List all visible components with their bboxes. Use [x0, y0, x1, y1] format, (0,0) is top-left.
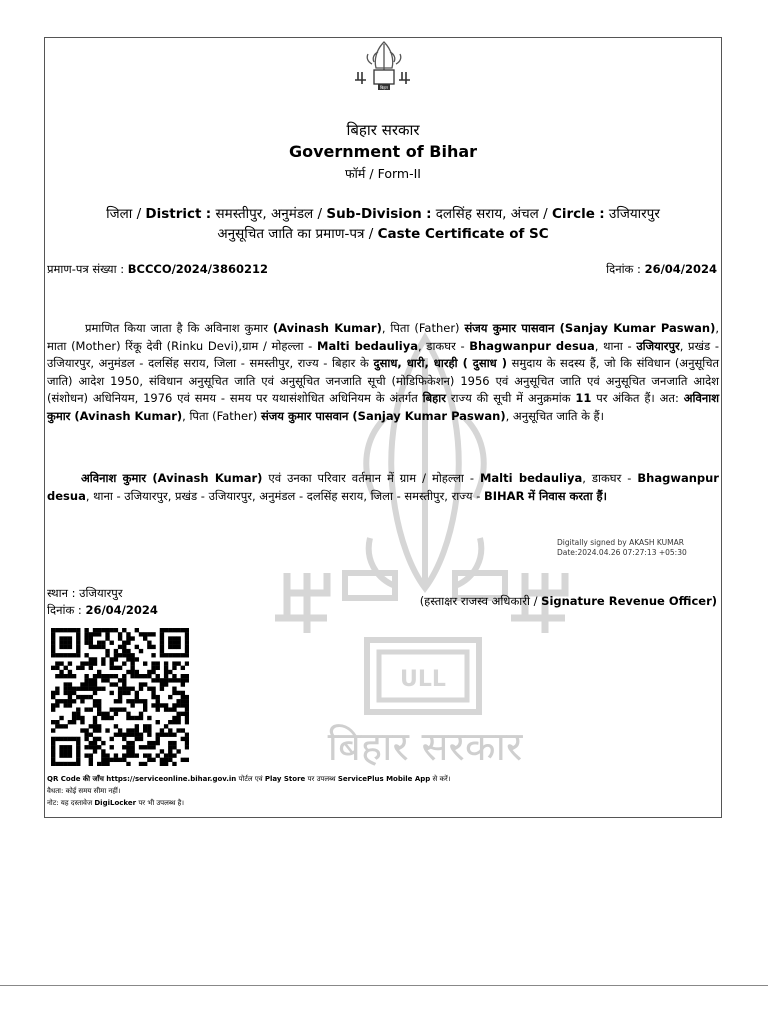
- form-label: फॉर्म / Form-II: [345, 166, 421, 181]
- mother-name: रिंकू देवी (Rinku Devi): [125, 338, 239, 353]
- signature-revenue-officer: [420, 594, 717, 609]
- state-value: बिहार: [332, 356, 356, 370]
- qr-code-icon: [51, 628, 189, 766]
- bihar-emblem: [352, 40, 416, 100]
- state-list-value: बिहार: [422, 391, 446, 405]
- block-value: उजियारपुर: [47, 356, 91, 370]
- circle-value: उजियारपुर: [608, 206, 660, 222]
- father-label: , पिता (Father): [381, 321, 460, 335]
- father-name: संजय कुमार पासवान (Sanjay Kumar Paswan): [464, 321, 716, 335]
- footer-qr-label: QR Code की जाँच: [47, 775, 104, 783]
- father-name-repeat: संजय कुमार पासवान (Sanjay Kumar Paswan): [261, 408, 506, 423]
- place-label: स्थान :: [47, 586, 76, 600]
- circle-label: Circle: [551, 206, 595, 222]
- issue-date-value: 26/04/2024: [644, 262, 717, 276]
- residence-text: एवं उनका परिवार वर्तमान में ग्राम / मोहल्ला -: [268, 471, 474, 485]
- subdivision-value: दलसिंह सराय: [148, 356, 206, 370]
- father-label-repeat: , पिता (Father): [182, 408, 258, 423]
- footer-qr-end: से करें।: [432, 775, 451, 783]
- residence-block-value: उजियारपुर: [208, 488, 252, 503]
- residence-district-value: समस्तीपुर: [404, 488, 445, 503]
- residence-police-label: , थाना -: [85, 488, 121, 503]
- footer-digilocker-note: [47, 798, 184, 808]
- form-label-hindi: फॉर्म: [345, 166, 366, 181]
- caste-value: दुसाध, धारी, धारही ( दुसाध ): [373, 356, 507, 370]
- district-label-hindi: जिला: [106, 206, 133, 222]
- certificate-title-hindi: अनुसूचित जाति का प्रमाण-पत्र: [217, 226, 365, 242]
- residence-state-label: , राज्य -: [444, 488, 481, 503]
- title-english: Government of Bihar: [288, 142, 478, 161]
- page-bottom-rule: [0, 985, 768, 986]
- para1-text: प्रमाणित किया जाता है कि: [85, 321, 200, 335]
- issue-date-label: दिनांक :: [606, 262, 641, 276]
- police-station-label: , थाना -: [594, 338, 632, 353]
- para1-connector: के: [360, 356, 369, 370]
- certificate-body-paragraph: [47, 320, 719, 425]
- footer-digilocker: DigiLocker: [94, 799, 137, 807]
- footer-qr-connector: पोर्टल एवं: [238, 775, 263, 783]
- post-office-label: , डाकघर -: [417, 338, 465, 353]
- digital-signature-date: Date:2024.04.26 07:27:13 +05:30: [557, 548, 687, 557]
- state-label: , राज्य -: [289, 356, 328, 370]
- signature-label-english: Signature Revenue Officer): [541, 594, 717, 608]
- para1-conclusion: पर अंकित हैं। अत:: [596, 391, 679, 405]
- certificate-title-english: Caste Certificate of SC: [377, 226, 549, 242]
- holder-name-repeat: अविनाश कुमार (Avinash Kumar): [47, 391, 720, 423]
- residence-post-value: Bhagwanpur desua: [47, 471, 719, 503]
- place: [47, 586, 123, 601]
- village-value: Malti bedauliya: [317, 338, 418, 353]
- signing-date-value: 26/04/2024: [85, 603, 158, 617]
- qr-code[interactable]: [51, 628, 189, 766]
- district-label-text: , जिला -: [205, 356, 245, 370]
- holder-name-english: (Avinash Kumar): [272, 321, 382, 335]
- footer-note-label: नोट: यह दस्तावेज: [47, 799, 93, 807]
- digital-signature: [557, 538, 687, 558]
- certificate-number-value: BCCCO/2024/3860212: [127, 262, 269, 276]
- footer-available: पर उपलब्ध: [307, 775, 336, 783]
- residence-paragraph: [47, 470, 719, 505]
- certificate-frame: [44, 37, 722, 818]
- residence-village: Malti bedauliya: [479, 471, 583, 485]
- residence-end: में निवास करता हैं।: [528, 488, 608, 503]
- residence-police-value: उजियारपुर: [124, 488, 168, 503]
- location-line: जिला / District : समस्तीपुर, अनुमंडल / Sub-Division : दलसिंह सराय, अंचल / Circle : उजियारपुर: [106, 206, 660, 222]
- residence-subdiv-label: , अनुमंडल -: [252, 488, 304, 503]
- subdiv-label: Sub-Division: [326, 206, 422, 222]
- emblem-label: बिहार: [379, 85, 389, 90]
- signing-date-label: दिनांक :: [47, 603, 82, 617]
- circle-label-hindi: अंचल: [510, 206, 539, 222]
- serial-label: राज्य की सूची में अनुक्रमांक: [450, 391, 571, 405]
- post-office-value: Bhagwanpur desua: [469, 338, 595, 353]
- residence-state-value: BIHAR: [484, 488, 525, 503]
- footer-validity: वैधता: कोई समय सीमा नहीं।: [47, 787, 121, 795]
- holder-name-hindi: अविनाश कुमार: [204, 321, 268, 335]
- subdiv-label-hindi: अनुमंडल: [270, 206, 314, 222]
- serial-value: 11: [575, 391, 592, 405]
- residence-district-label: , जिला -: [363, 488, 401, 503]
- district-value: समस्तीपुर: [215, 206, 263, 222]
- subdiv-value: दलसिंह सराय: [435, 206, 503, 222]
- signature-label-hindi: (हस्ताक्षर राजस्व अधिकारी /: [419, 594, 538, 608]
- subdivision-label: , अनुमंडल -: [90, 356, 144, 370]
- certificate-number: [47, 262, 268, 277]
- bihar-emblem-icon: [352, 40, 416, 100]
- footer-qr-note: [47, 774, 450, 784]
- residence-post-label: , डाकघर -: [582, 471, 632, 485]
- residence-block-label: , प्रखंड -: [167, 488, 205, 503]
- footer-note-end: पर भी उपलब्ध है।: [138, 799, 185, 807]
- footer-play-store: Play Store: [264, 775, 306, 783]
- title-hindi: बिहार सरकार: [346, 121, 420, 139]
- footer-app-name: ServicePlus Mobile App: [337, 775, 431, 783]
- district-label: District: [145, 206, 202, 222]
- digital-signature-signer: Digitally signed by AKASH KUMAR: [557, 538, 684, 547]
- footer-portal-link[interactable]: https://serviceonline.bihar.gov.in: [106, 775, 237, 783]
- police-station-value: उजियारपुर: [636, 338, 680, 353]
- village-label: ,ग्राम / मोहल्ला -: [238, 338, 313, 353]
- para1-legal-text: समुदाय के सदस्य हैं, जो कि संविधान (अनुसूचित जाति) आदेश 1950, संविधान अनुसूचित जाति एवं अनुसूचित जनजाति सूची (मोडिफिकेशन) 1956 एवं अनुसूचित जाति एवं अनुसूचित जनजाति आदेश (संशोधन) अधिनियम, 1976 एवं समय - समय पर यथासंशोधित अधिनियम के अंतर्गत: [47, 356, 720, 405]
- form-label-english: Form-II: [377, 166, 421, 181]
- watermark-seal-text: ULL: [400, 667, 446, 692]
- para1-end: , अनुसूचित जाति के हैं।: [505, 408, 605, 423]
- residence-subdiv-value: दलसिंह सराय: [306, 488, 364, 503]
- block-label: , प्रखंड -: [679, 338, 719, 353]
- issue-date: [606, 262, 717, 277]
- certificate-number-label: प्रमाण-पत्र संख्या :: [47, 262, 125, 276]
- certificate-title: अनुसूचित जाति का प्रमाण-पत्र / Caste Certificate of SC: [217, 226, 549, 242]
- signing-date: [47, 603, 158, 618]
- district-value-text: समस्तीपुर: [249, 356, 290, 370]
- mother-label: , माता (Mother): [47, 321, 720, 353]
- watermark-text: बिहार सरकार: [327, 724, 523, 768]
- residence-holder-name: अविनाश कुमार (Avinash Kumar): [81, 471, 263, 485]
- place-value: उजियारपुर: [79, 586, 123, 600]
